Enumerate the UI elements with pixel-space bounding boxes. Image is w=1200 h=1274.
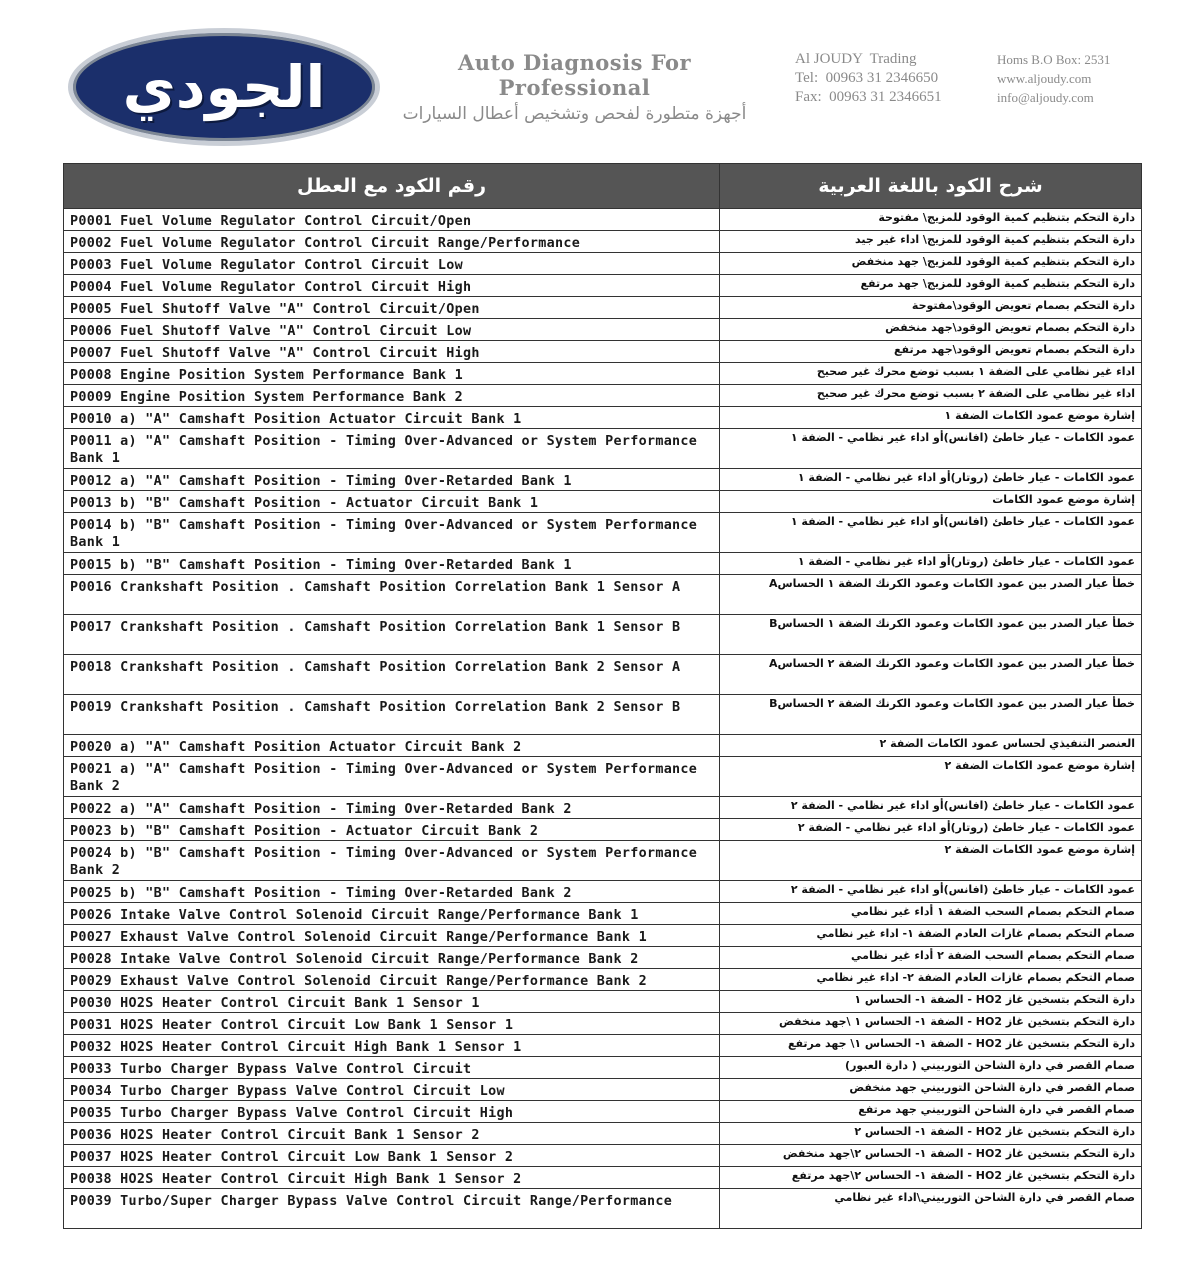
table-row (64, 969, 1142, 991)
arabic-description-cell: اداء غير نظامي على الضفة ٢ بسبب توضع محرك غير صحيح (720, 385, 1142, 407)
table-body (64, 209, 1142, 1229)
fault-code-cell: P0030 HO2S Heater Control Circuit Bank 1 Sensor 1 (64, 991, 720, 1013)
contact-web (997, 50, 1110, 107)
table-row (64, 1035, 1142, 1057)
fault-code-cell: P0022 a) "A" Camshaft Position - Timing Over-Retarded Bank 2 (64, 797, 720, 819)
table-row (64, 947, 1142, 969)
arabic-description-cell: دارة التحكم بتنظيم كمية الوقود للمزيج\ مفتوحة (720, 209, 1142, 231)
fax-number: Fax: 00963 31 2346651 (795, 89, 942, 105)
fault-code-cell: P0017 Crankshaft Position . Camshaft Position Correlation Bank 1 Sensor B (64, 615, 720, 655)
company-logo (68, 28, 380, 146)
fault-code-cell: P0034 Turbo Charger Bypass Valve Control Circuit Low (64, 1079, 720, 1101)
arabic-description-cell: العنصر التنفيذي لحساس عمود الكامات الضفة ٢ (720, 735, 1142, 757)
arabic-description-cell: اداء غير نظامي على الضفة ١ بسبب توضع محرك غير صحيح (720, 363, 1142, 385)
arabic-description-cell: صمام القصر في دارة الشاحن التوربيني\اداء غير نظامي (720, 1189, 1142, 1229)
fault-code-cell: P0032 HO2S Heater Control Circuit High Bank 1 Sensor 1 (64, 1035, 720, 1057)
fault-code-cell: P0023 b) "B" Camshaft Position - Actuator Circuit Bank 2 (64, 819, 720, 841)
fault-code-cell: P0026 Intake Valve Control Solenoid Circuit Range/Performance Bank 1 (64, 903, 720, 925)
fault-code-cell: P0019 Crankshaft Position . Camshaft Position Correlation Bank 2 Sensor B (64, 695, 720, 735)
table-row (64, 363, 1142, 385)
fault-code-cell: P0035 Turbo Charger Bypass Valve Control Circuit High (64, 1101, 720, 1123)
fault-code-cell: P0029 Exhaust Valve Control Solenoid Circuit Range/Performance Bank 2 (64, 969, 720, 991)
fault-code-cell: P0012 a) "A" Camshaft Position - Timing Over-Retarded Bank 1 (64, 469, 720, 491)
fault-code-cell: P0014 b) "B" Camshaft Position - Timing Over-Advanced or System Performance Bank 1 (64, 513, 720, 553)
arabic-description-cell: إشارة موضع عمود الكامات الضفة ٢ (720, 757, 1142, 797)
brand-title-ar: أجهزة متطورة لفحص وتشخيص أعطال السيارات (402, 104, 747, 124)
table-row (64, 469, 1142, 491)
fault-code-cell: P0015 b) "B" Camshaft Position - Timing Over-Retarded Bank 1 (64, 553, 720, 575)
fault-code-cell: P0036 HO2S Heater Control Circuit Bank 1 Sensor 2 (64, 1123, 720, 1145)
table-row (64, 319, 1142, 341)
arabic-description-cell: عمود الكامات - عيار خاطئ (روتار)أو اداء غير نظامي - الضفة ٢ (720, 819, 1142, 841)
arabic-description-cell: عمود الكامات - عيار خاطئ (روتار)أو اداء غير نظامي - الضفة ١ (720, 553, 1142, 575)
table-row (64, 1101, 1142, 1123)
fault-code-cell: P0001 Fuel Volume Regulator Control Circuit/Open (64, 209, 720, 231)
arabic-description-cell: صمام التحكم بصمام السحب الضفة ٢ أداء غير نظامي (720, 947, 1142, 969)
fault-code-cell: P0021 a) "A" Camshaft Position - Timing Over-Advanced or System Performance Bank 2 (64, 757, 720, 797)
fault-code-cell: P0007 Fuel Shutoff Valve "A" Control Circuit High (64, 341, 720, 363)
fault-code-cell: P0013 b) "B" Camshaft Position - Actuator Circuit Bank 1 (64, 491, 720, 513)
table-row (64, 615, 1142, 655)
arabic-description-cell: إشارة موضع عمود الكامات (720, 491, 1142, 513)
email-link[interactable]: info@aljoudy.com (997, 90, 1094, 105)
table-row (64, 991, 1142, 1013)
column-header-code: رقم الكود مع العطل (64, 164, 720, 209)
table-row (64, 1189, 1142, 1229)
arabic-description-cell: دارة التحكم بصمام تعويض الوقود\مفتوحة (720, 297, 1142, 319)
table-row (64, 429, 1142, 469)
arabic-description-cell: صمام التحكم بصمام السحب الضفة ١ أداء غير نظامي (720, 903, 1142, 925)
table-row (64, 341, 1142, 363)
fault-code-cell: P0009 Engine Position System Performance Bank 2 (64, 385, 720, 407)
contact-phones (795, 50, 942, 107)
arabic-description-cell: عمود الكامات - عيار خاطئ (افانس)أو اداء غير نظامي - الضفة ١ (720, 429, 1142, 469)
arabic-description-cell: صمام القصر في دارة الشاحن التوربيني ( دارة العبور) (720, 1057, 1142, 1079)
table-row (64, 1057, 1142, 1079)
fault-code-cell: P0031 HO2S Heater Control Circuit Low Bank 1 Sensor 1 (64, 1013, 720, 1035)
arabic-description-cell: عمود الكامات - عيار خاطئ (روتار)أو اداء غير نظامي - الضفة ١ (720, 469, 1142, 491)
arabic-description-cell: دارة التحكم بتنظيم كمية الوقود للمزيج\ اداء غير جيد (720, 231, 1142, 253)
arabic-description-cell: دارة التحكم بتنظيم كمية الوقود للمزيج\ جهد مرتفع (720, 275, 1142, 297)
arabic-description-cell: دارة التحكم بتنظيم كمية الوقود للمزيج\ جهد منخفض (720, 253, 1142, 275)
fault-code-cell: P0006 Fuel Shutoff Valve "A" Control Circuit Low (64, 319, 720, 341)
arabic-description-cell: دارة التحكم بتسخين غاز HO2 - الضفة ١- الحساس ٢ (720, 1123, 1142, 1145)
table-row (64, 797, 1142, 819)
arabic-description-cell: خطأ عيار الصدر بين عمود الكامات وعمود الكرنك الضفة ٢ الحساسB (720, 695, 1142, 735)
fault-code-cell: P0003 Fuel Volume Regulator Control Circuit Low (64, 253, 720, 275)
brand-title-en: Auto Diagnosis For Professional (457, 50, 692, 100)
fault-code-cell: P0037 HO2S Heater Control Circuit Low Bank 1 Sensor 2 (64, 1145, 720, 1167)
arabic-description-cell: صمام التحكم بصمام غازات العادم الضفة ٢- اداء غير نظامي (720, 969, 1142, 991)
column-header-description: شرح الكود باللغة العربية (720, 164, 1142, 209)
arabic-description-cell: صمام القصر في دارة الشاحن التوربيني جهد مرتفع (720, 1101, 1142, 1123)
dtc-table (63, 163, 1142, 1229)
fault-code-cell: P0005 Fuel Shutoff Valve "A" Control Circuit/Open (64, 297, 720, 319)
arabic-description-cell: دارة التحكم بتسخين غاز HO2 - الضفة ١- الحساس ٢\جهد مرتفع (720, 1167, 1142, 1189)
fault-code-cell: P0004 Fuel Volume Regulator Control Circuit High (64, 275, 720, 297)
table-row (64, 385, 1142, 407)
arabic-description-cell: دارة التحكم بصمام تعويض الوقود\جهد مرتفع (720, 341, 1142, 363)
fault-code-cell: P0025 b) "B" Camshaft Position - Timing Over-Retarded Bank 2 (64, 881, 720, 903)
phone-number: Tel: 00963 31 2346650 (795, 70, 939, 86)
arabic-description-cell: إشارة موضع عمود الكامات الضفة ٢ (720, 841, 1142, 881)
fault-code-cell: P0020 a) "A" Camshaft Position Actuator Circuit Bank 2 (64, 735, 720, 757)
fault-code-cell: P0024 b) "B" Camshaft Position - Timing Over-Advanced or System Performance Bank 2 (64, 841, 720, 881)
table-row (64, 575, 1142, 615)
fault-code-cell: P0039 Turbo/Super Charger Bypass Valve Control Circuit Range/Performance (64, 1189, 720, 1229)
table-row (64, 695, 1142, 735)
table-row (64, 1123, 1142, 1145)
table-row (64, 735, 1142, 757)
table-row (64, 655, 1142, 695)
table-row (64, 275, 1142, 297)
arabic-description-cell: خطأ عيار الصدر بين عمود الكامات وعمود الكرنك الضفة ٢ الحساسA (720, 655, 1142, 695)
arabic-description-cell: عمود الكامات - عيار خاطئ (افانس)أو اداء غير نظامي - الضفة ٢ (720, 797, 1142, 819)
fault-code-cell: P0027 Exhaust Valve Control Solenoid Circuit Range/Performance Bank 1 (64, 925, 720, 947)
arabic-description-cell: دارة التحكم بصمام تعويض الوقود\جهد منخفض (720, 319, 1142, 341)
dtc-table-container (63, 163, 1141, 1229)
fault-code-cell: P0016 Crankshaft Position . Camshaft Position Correlation Bank 1 Sensor A (64, 575, 720, 615)
table-row (64, 1013, 1142, 1035)
arabic-description-cell: عمود الكامات - عيار خاطئ (افانس)أو اداء غير نظامي - الضفة ١ (720, 513, 1142, 553)
table-row (64, 1145, 1142, 1167)
fault-code-cell: P0002 Fuel Volume Regulator Control Circuit Range/Performance (64, 231, 720, 253)
arabic-description-cell: دارة التحكم بتسخين غاز HO2 - الضفة ١- الحساس ١ (720, 991, 1142, 1013)
arabic-description-cell: خطأ عيار الصدر بين عمود الكامات وعمود الكرنك الضفة ١ الحساسA (720, 575, 1142, 615)
arabic-description-cell: دارة التحكم بتسخين غاز HO2 - الضفة ١- الحساس ١ \جهد منخفض (720, 1013, 1142, 1035)
table-row (64, 881, 1142, 903)
arabic-description-cell: صمام التحكم بصمام غازات العادم الضفة ١- اداء غير نظامي (720, 925, 1142, 947)
fault-code-cell: P0018 Crankshaft Position . Camshaft Position Correlation Bank 2 Sensor A (64, 655, 720, 695)
fault-code-cell: P0008 Engine Position System Performance Bank 1 (64, 363, 720, 385)
fault-code-cell: P0010 a) "A" Camshaft Position Actuator Circuit Bank 1 (64, 407, 720, 429)
table-row (64, 407, 1142, 429)
fault-code-cell: P0038 HO2S Heater Control Circuit High Bank 1 Sensor 2 (64, 1167, 720, 1189)
arabic-description-cell: دارة التحكم بتسخين غاز HO2 - الضفة ١- الحساس ٢\جهد منخفض (720, 1145, 1142, 1167)
website-link[interactable]: www.aljoudy.com (997, 71, 1092, 86)
fault-code-cell: P0028 Intake Valve Control Solenoid Circuit Range/Performance Bank 2 (64, 947, 720, 969)
table-row (64, 209, 1142, 231)
fault-code-cell: P0033 Turbo Charger Bypass Valve Control Circuit (64, 1057, 720, 1079)
brand-block (392, 50, 757, 124)
table-row (64, 491, 1142, 513)
table-row (64, 231, 1142, 253)
table-header-row (64, 164, 1142, 209)
arabic-description-cell: صمام القصر في دارة الشاحن التوربيني جهد منخفض (720, 1079, 1142, 1101)
table-row (64, 841, 1142, 881)
table-row (64, 925, 1142, 947)
table-row (64, 903, 1142, 925)
table-row (64, 553, 1142, 575)
fault-code-cell: P0011 a) "A" Camshaft Position - Timing Over-Advanced or System Performance Bank 1 (64, 429, 720, 469)
logo-text: الجودي (122, 53, 326, 121)
table-row (64, 513, 1142, 553)
table-row (64, 1167, 1142, 1189)
table-row (64, 253, 1142, 275)
table-row (64, 757, 1142, 797)
arabic-description-cell: عمود الكامات - عيار خاطئ (افانس)أو اداء غير نظامي - الضفة ٢ (720, 881, 1142, 903)
po-box: Homs B.O Box: 2531 (997, 52, 1111, 67)
table-row (64, 297, 1142, 319)
company-name: Al JOUDY Trading (795, 51, 917, 67)
arabic-description-cell: دارة التحكم بتسخين غاز HO2 - الضفة ١- الحساس ١\ جهد مرتفع (720, 1035, 1142, 1057)
arabic-description-cell: إشارة موضع عمود الكامات الضفة ١ (720, 407, 1142, 429)
arabic-description-cell: خطأ عيار الصدر بين عمود الكامات وعمود الكرنك الضفة ١ الحساسB (720, 615, 1142, 655)
table-row (64, 1079, 1142, 1101)
table-row (64, 819, 1142, 841)
